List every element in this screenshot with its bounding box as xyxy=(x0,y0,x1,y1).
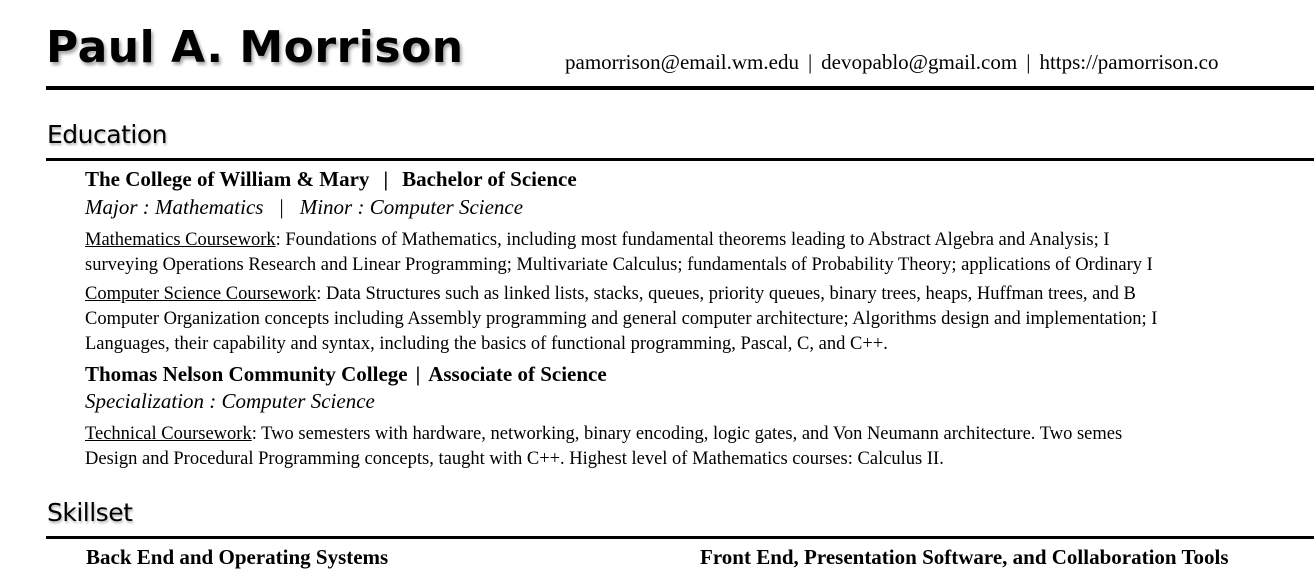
cs-coursework-line-3: Languages, their capability and syntax, including the basics of functional programming, Pascal, C, and C++. xyxy=(85,334,888,354)
contact-email-secondary[interactable]: devopablo@gmail.com xyxy=(821,50,1018,74)
skill-heading-frontend: Front End, Presentation Software, and Collaboration Tools xyxy=(700,545,1229,569)
math-coursework xyxy=(85,228,1153,278)
contact-email-primary[interactable]: pamorrison@email.wm.edu xyxy=(565,50,799,74)
major-text: Major : Mathematics xyxy=(85,195,264,219)
math-coursework-label: Mathematics Coursework xyxy=(85,230,276,250)
degree-heading-tncc xyxy=(85,362,607,387)
section-title-education: Education xyxy=(47,120,167,149)
degree-heading-wm xyxy=(85,167,577,192)
skillset-divider xyxy=(46,536,1314,539)
math-coursework-line-2: surveying Operations Research and Linear Programming; Multivariate Calculus; fundamentals of Probability Theory; applications of Ordinary I xyxy=(85,255,1153,275)
technical-coursework-line-2: Design and Procedural Programming concepts, taught with C++. Highest level of Mathematics courses: Calculus II. xyxy=(85,449,944,469)
technical-coursework xyxy=(85,422,1122,472)
cs-coursework-line-1 xyxy=(85,282,1157,307)
technical-coursework-line-1 xyxy=(85,422,1122,447)
cs-coursework-text: : Data Structures such as linked lists, stacks, queues, priority queues, binary trees, heaps, Huffman trees, and B xyxy=(316,284,1136,304)
cs-coursework-line-2: Computer Organization concepts including Assembly programming and general computer architecture; Algorithms design and implementation; I xyxy=(85,309,1158,329)
school-name: The College of William & Mary xyxy=(85,167,370,191)
header-divider xyxy=(46,86,1314,90)
education-divider xyxy=(46,158,1314,161)
skill-heading-backend: Back End and Operating Systems xyxy=(86,545,389,569)
specialization-line: Specialization : Computer Science xyxy=(85,389,375,413)
degree-separator: | xyxy=(383,167,389,191)
contact-website[interactable]: https://pamorrison.co xyxy=(1039,50,1219,74)
major-separator: | xyxy=(279,195,284,219)
math-coursework-text: : Foundations of Mathematics, including most fundamental theorems leading to Abstract Algebra and Analysis; I xyxy=(275,230,1110,250)
minor-text: Minor : Computer Science xyxy=(299,195,524,219)
section-title-skillset: Skillset xyxy=(47,498,133,527)
technical-coursework-text: : Two semesters with hardware, networking, binary encoding, logic gates, and Von Neumann architecture. Two semes xyxy=(251,424,1123,444)
degree-name: Associate of Science xyxy=(428,362,607,386)
cs-coursework-label: Computer Science Coursework xyxy=(85,284,317,304)
technical-coursework-label: Technical Coursework xyxy=(85,424,252,444)
contact-separator: | xyxy=(807,50,813,74)
contact-line xyxy=(565,50,1219,75)
degree-separator: | xyxy=(415,362,421,386)
resume-name: Paul A. Morrison xyxy=(46,22,464,73)
cs-coursework xyxy=(85,282,1157,357)
contact-separator: | xyxy=(1026,50,1031,74)
school-name: Thomas Nelson Community College xyxy=(85,362,408,386)
degree-name: Bachelor of Science xyxy=(402,167,577,191)
math-coursework-line-1 xyxy=(85,228,1153,253)
major-minor-line xyxy=(85,195,523,220)
